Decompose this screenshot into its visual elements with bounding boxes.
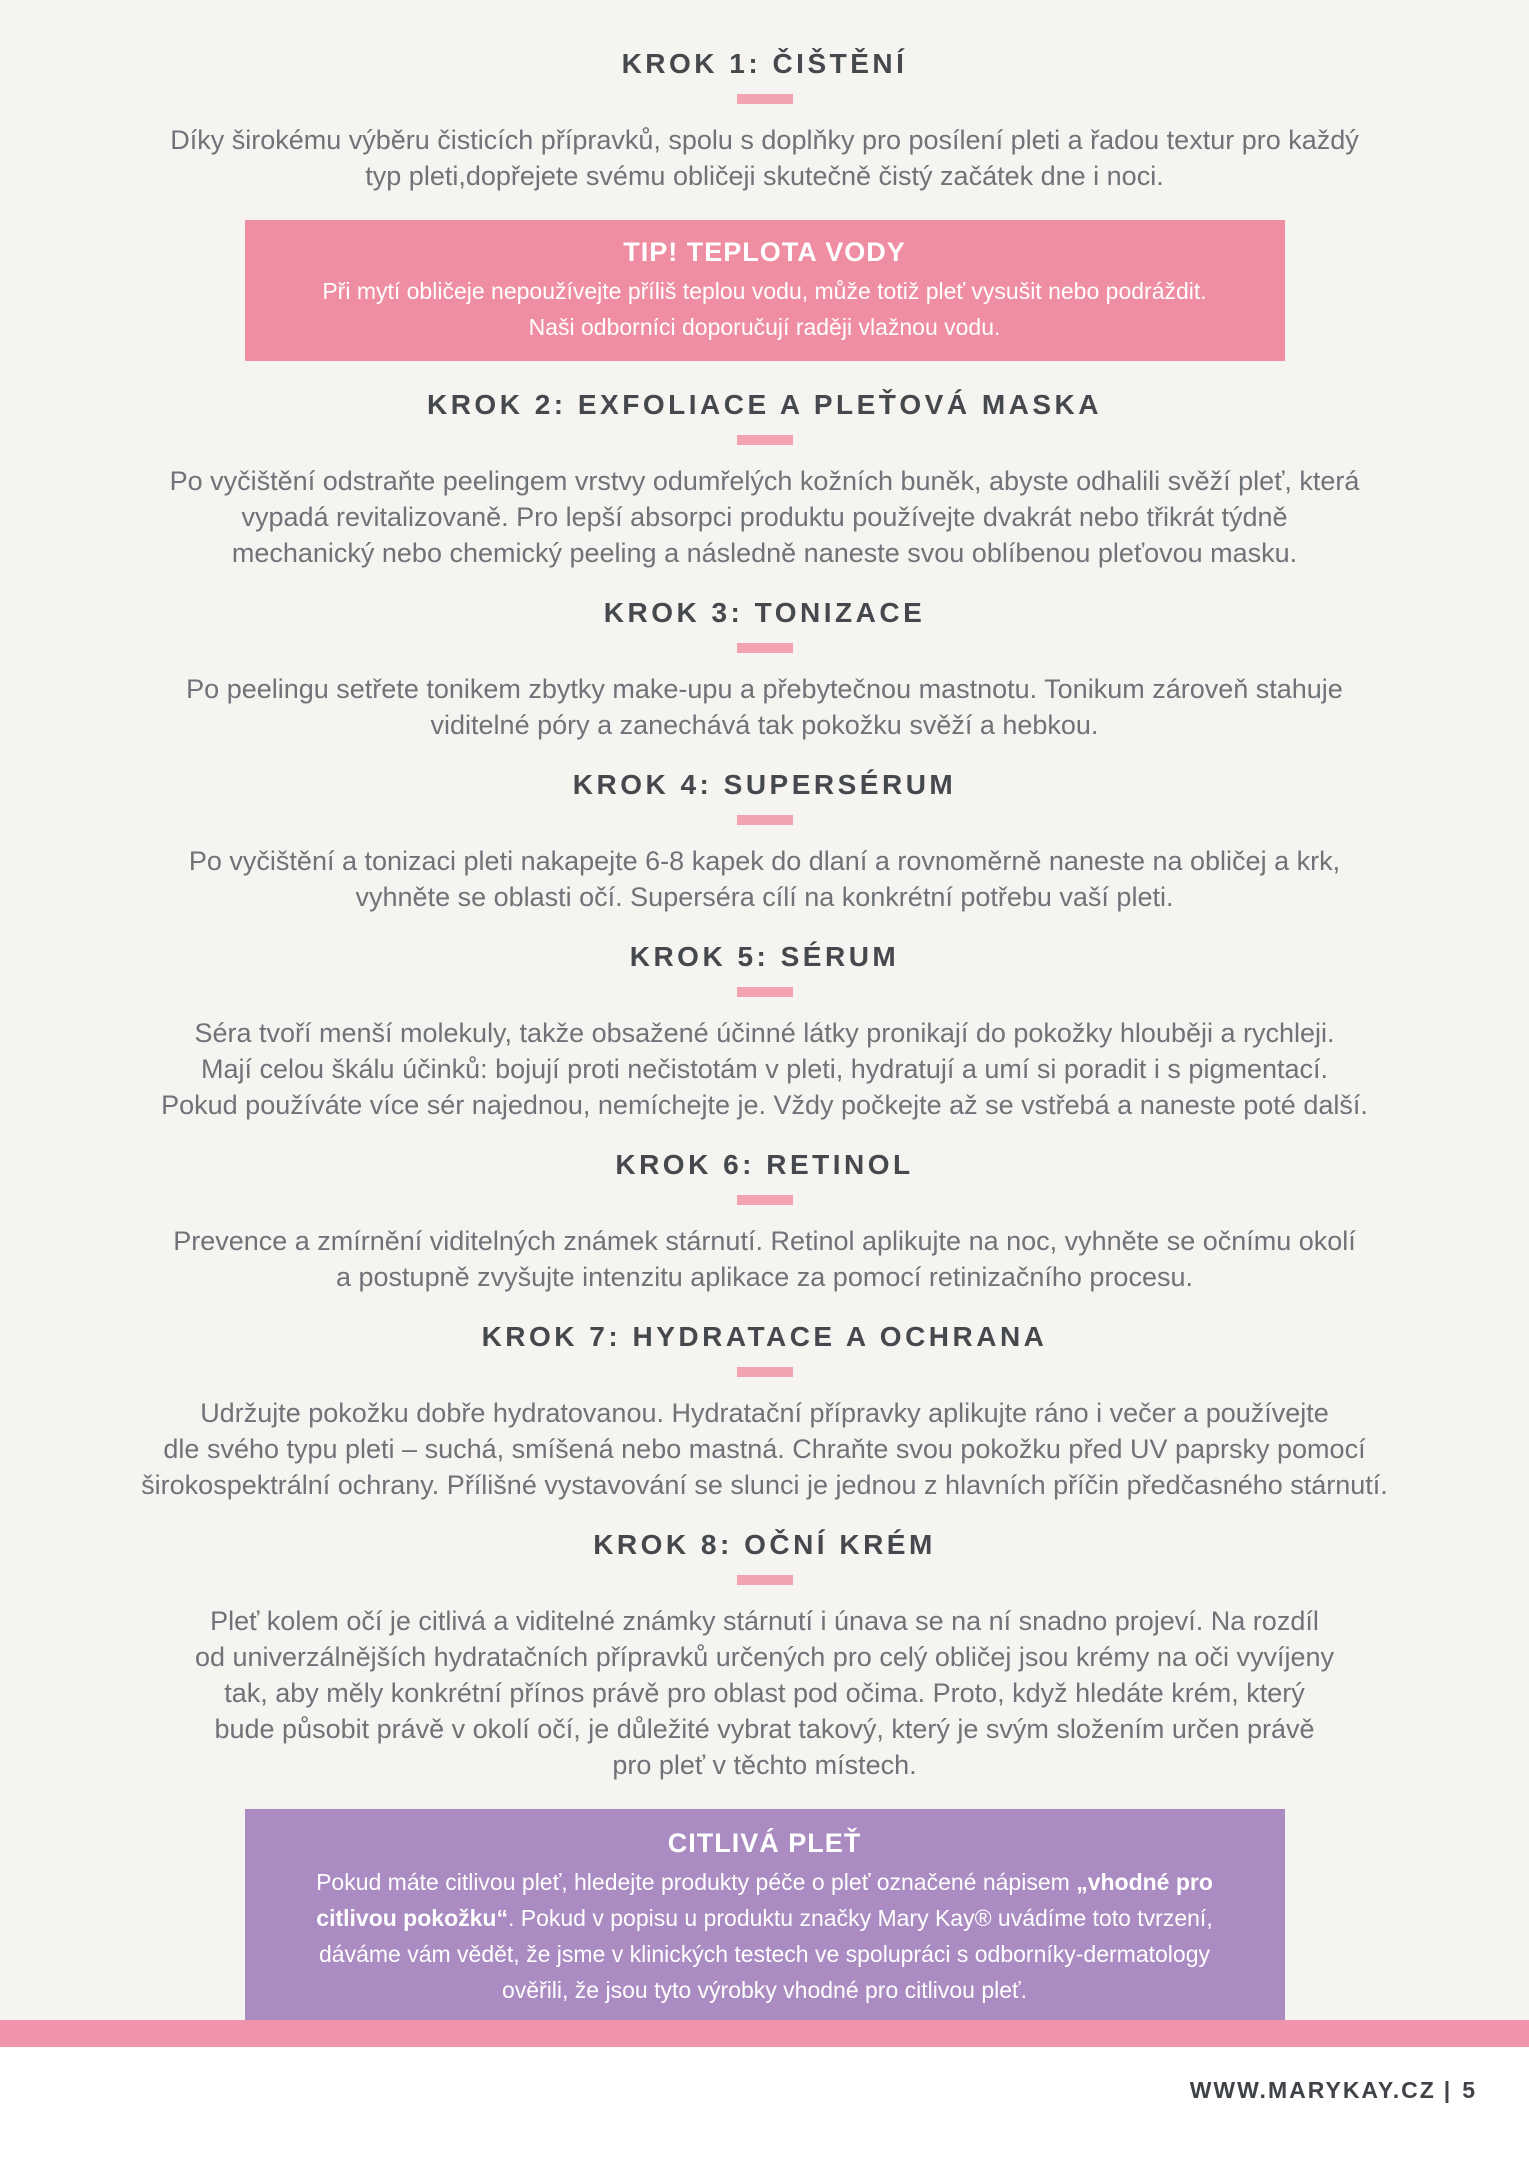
- step-8-title: KROK 8: OČNÍ KRÉM: [593, 1529, 936, 1560]
- sensitive-skin-box-title: CITLIVÁ PLEŤ: [667, 1828, 862, 1858]
- step-4-section: [0, 769, 1529, 915]
- title-underline: [737, 987, 793, 997]
- step-1-section: [0, 48, 1529, 194]
- step-8-body: Pleť kolem očí je citlivá a viditelné známky stárnutí i únava se na ní snadno projeví. Na rozdíl od univerzálnějších hydratačních přípravků určených pro celý obličej jsou krémy na oči vyvíjeny tak, aby měly konkrétní přínos právě pro oblast pod očima. Proto, když hledáte krém, který bude působit právě v okolí očí, je důležité vybrat takový, který je svým složením určen právě pro pleť v těchto místech.: [194, 1606, 1335, 1780]
- step-5-section: [0, 941, 1529, 1123]
- tip-box-title: TIP! TEPLOTA VODY: [623, 237, 906, 267]
- sensitive-box-line: dáváme vám vědět, že jsme v klinických testech ve spolupráci s odborníky-dermatology: [318, 1941, 1210, 1967]
- step-6-title: KROK 6: RETINOL: [615, 1149, 914, 1180]
- step-2-body: Po vyčištění odstraňte peelingem vrstvy odumřelých kožních buněk, abyste odhalili svěží pleť, která vypadá revitalizovaně. Pro lepší absorpci produktu používejte dvakrát nebo třikrát týdně mechanický nebo chemický peeling a následně naneste svou oblíbenou pleťovou masku.: [169, 466, 1360, 568]
- step-4-body: Po vyčištění a tonizaci pleti nakapejte 6-8 kapek do dlaní a rovnoměrně naneste na obličej a krk, vyhněte se oblasti očí. Superséra cílí na konkrétní potřebu vaší pleti.: [188, 846, 1341, 912]
- step-3-title: KROK 3: TONIZACE: [603, 597, 926, 628]
- title-underline: [737, 815, 793, 825]
- step-8-section: [0, 1529, 1529, 1783]
- step-3-body: Po peelingu setřete tonikem zbytky make-upu a přebytečnou mastnotu. Tonikum zároveň stahuje viditelné póry a zanechává tak pokožku svěží a hebkou.: [186, 674, 1343, 740]
- step-7-body: Udržujte pokožku dobře hydratovanou. Hydratační přípravky aplikujte ráno i večer a používejte dle svého typu pleti – suchá, smíšená nebo mastná. Chraňte svou pokožku před UV paprsky pomocí širokospektrální ochrany. Přílišné vystavování se slunci je jednou z hlavních příčin předčasného stárnutí.: [141, 1398, 1388, 1500]
- step-6-section: [0, 1149, 1529, 1295]
- tip-box-body: Při mytí obličeje nepoužívejte příliš teplou vodu, může totiž pleť vysušit nebo podráždit. Naši odborníci doporučují raději vlažnou vodu.: [322, 278, 1207, 340]
- tip-box: [245, 220, 1285, 361]
- step-7-title: KROK 7: HYDRATACE A OCHRANA: [481, 1321, 1048, 1352]
- step-2-section: [0, 389, 1529, 571]
- page-footer: [0, 2047, 1529, 2160]
- footer-website: WWW.MARYKAY.CZ: [1189, 2077, 1436, 2103]
- step-3-section: [0, 597, 1529, 743]
- step-6-body: Prevence a zmírnění viditelných známek stárnutí. Retinol aplikujte na noc, vyhněte se očnímu okolí a postupně zvyšujte intenzitu aplikace za pomocí retinizačního procesu.: [173, 1226, 1356, 1292]
- title-underline: [737, 1195, 793, 1205]
- sensitive-skin-box-body: [245, 1864, 1285, 2008]
- step-4-title: KROK 4: SUPERSÉRUM: [572, 769, 957, 800]
- sensitive-box-line: Pokud máte citlivou pleť, hledejte produkty péče o pleť označené nápisem „vhodné pro: [316, 1869, 1213, 1895]
- step-5-title: KROK 5: SÉRUM: [629, 941, 900, 972]
- footer-page-number: 5: [1462, 2077, 1477, 2103]
- step-7-section: [0, 1321, 1529, 1503]
- step-1-body: Díky širokému výběru čisticích přípravků, spolu s doplňky pro posílení pleti a řadou textur pro každý typ pleti,dopřejete svému obličeji skutečně čistý začátek dne i noci.: [170, 125, 1359, 191]
- title-underline: [737, 1575, 793, 1585]
- title-underline: [737, 435, 793, 445]
- sensitive-box-line: ověřili, že jsou tyto výrobky vhodné pro citlivou pleť.: [501, 1977, 1028, 2003]
- title-underline: [737, 1367, 793, 1377]
- step-2-title: KROK 2: EXFOLIACE A PLEŤOVÁ MASKA: [426, 389, 1102, 420]
- sensitive-box-line: citlivou pokožku“. Pokud v popisu u produktu značky Mary Kay® uvádíme toto tvrzení,: [316, 1905, 1213, 1931]
- title-underline: [737, 94, 793, 104]
- step-1-title: KROK 1: ČIŠTĚNÍ: [621, 48, 908, 79]
- footer-separator: |: [1443, 2077, 1453, 2103]
- footer-pink-bar: [0, 2020, 1529, 2047]
- step-5-body: Séra tvoří menší molekuly, takže obsažené účinné látky pronikají do pokožky hlouběji a rychleji. Mají celou škálu účinků: bojují proti nečistotám v pleti, hydratují a umí si poradit i s pigmentací. Pokud používáte více sér najednou, nemíchejte je. Vždy počkejte až se vstřebá a naneste poté další.: [161, 1018, 1368, 1120]
- title-underline: [737, 643, 793, 653]
- sensitive-skin-box: [245, 1809, 1285, 2026]
